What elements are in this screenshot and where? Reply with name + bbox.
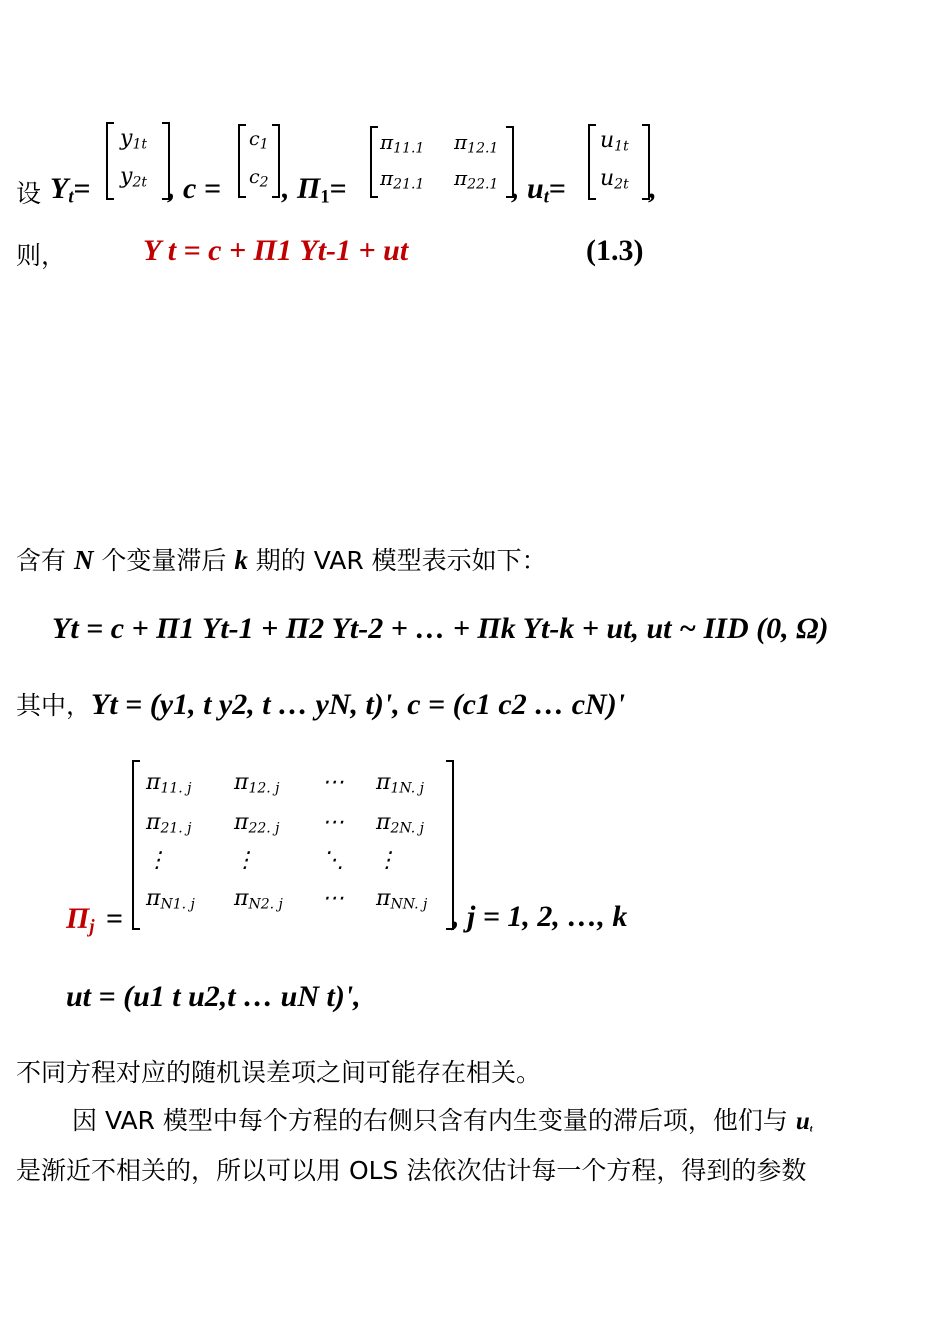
- pi-j-symbol: $\Pi_j$: [66, 902, 95, 938]
- pi-j-matrix: [132, 760, 454, 930]
- definitions-line: 其中，Yt = (y1, t y2, t … yN, t)', c = (c1 c2 … cN)': [16, 688, 626, 721]
- pi-j-matrix-cell: $\pi_{21. j}$: [146, 810, 192, 837]
- pi-j-matrix-cell: $\pi_{22. j}$: [234, 810, 280, 837]
- pi1-label: , $\Pi_1=$: [282, 172, 347, 208]
- pi-j-matrix-cell: ⋮: [234, 848, 256, 873]
- pi1-matrix: $\pi_{11.1}$ $\pi_{12.1}$ $\pi_{21.1}$ $\pi_{22.1}$: [370, 126, 514, 198]
- c-vector-matrix: $c_1$ $c_2$: [238, 124, 280, 198]
- ut-label: , $u_t=$: [512, 172, 566, 208]
- she-char: 设: [16, 179, 42, 208]
- pi-j-matrix-cell: ⋮: [146, 848, 168, 873]
- pi-j-matrix-cell: ⋱: [322, 848, 344, 873]
- pi-j-matrix-cell: ⋯: [322, 886, 344, 911]
- pi-j-matrix-cell: $\pi_{11. j}$: [146, 770, 192, 797]
- var-general-equation: Yt = c + Π1 Yt-1 + Π2 Yt-2 + … + Πk Yt-k + ut, ut ~ IID (0, Ω): [52, 612, 829, 645]
- pi-j-matrix-cell: $\pi_{2N. j}$: [376, 810, 424, 837]
- pi-j-matrix-cell: $\pi_{N1. j}$: [146, 886, 195, 913]
- pi-j-matrix-cell: ⋯: [322, 810, 344, 835]
- pi-j-eq: =: [106, 902, 124, 935]
- pi-j-matrix-cell: $\pi_{NN. j}$: [376, 886, 428, 913]
- pi-j-matrix-cell: $\pi_{12. j}$: [234, 770, 280, 797]
- pi-j-matrix-cell: ⋯: [322, 770, 344, 795]
- equation-1-3: Y t = c + Π1 Yt-1 + ut: [143, 234, 409, 267]
- y-vector-matrix: $y_{1t}$ $y_{2t}$: [106, 122, 170, 200]
- u-vector-definition: ut = (u1 t u2,t … uN t)',: [66, 980, 361, 1013]
- pi-j-tail: , j = 1, 2, …, k: [452, 900, 628, 933]
- var-intro-sentence: 含有 N 个变量滞后 k 期的 VAR 模型表示如下：: [16, 545, 547, 575]
- paragraph-ols-1: 因 VAR 模型中每个方程的右侧只含有内生变量的滞后项，他们与 $u_t$: [72, 1106, 813, 1135]
- line1-trailing-comma: ,: [648, 172, 656, 205]
- paragraph-ols-2: 是渐近不相关的，所以可以用 OLS 法依次估计每一个方程，得到的参数: [16, 1156, 807, 1185]
- pi-j-matrix-cell: $\pi_{N2. j}$: [234, 886, 283, 913]
- c-label: , c =: [168, 172, 221, 205]
- u-vector-matrix: $u_{1t}$ $u_{2t}$: [588, 124, 650, 200]
- pi-j-matrix-cell: $\pi_{1N. j}$: [376, 770, 424, 797]
- paragraph-correlation: 不同方程对应的随机误差项之间可能存在相关。: [16, 1058, 542, 1087]
- ze-char: 则，: [16, 241, 67, 270]
- Yt-symbol: $Y_t=$: [50, 172, 91, 208]
- pi-j-matrix-cell: ⋮: [376, 848, 398, 873]
- equation-number: (1.3): [586, 234, 644, 267]
